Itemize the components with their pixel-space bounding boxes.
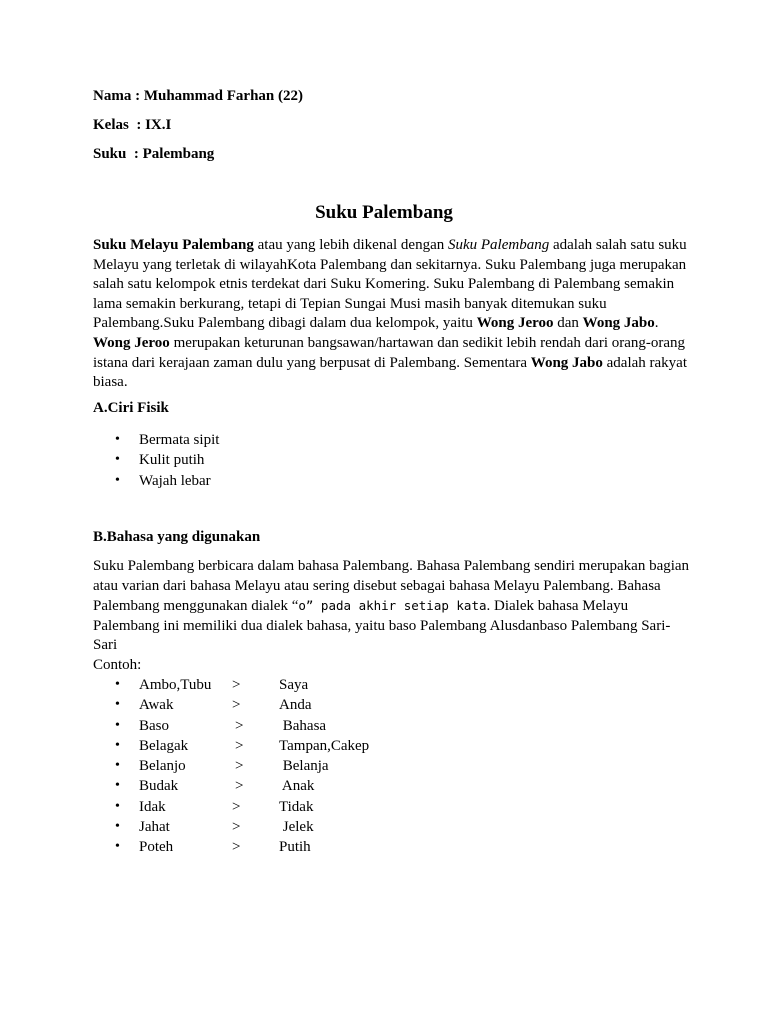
- vocab-word: Ambo,Tubu: [139, 677, 212, 693]
- vocab-meaning: Bahasa: [279, 717, 327, 734]
- intro-bold-5: Wong Jeroo: [476, 315, 554, 332]
- bullet-icon: •: [115, 758, 120, 774]
- language-text-3: . Dialek bahasa Melayu Palembang ini memiliki dua dialek bahasa, yaitu baso Palembang Alusdanbaso Palembang Sari-Sari: [93, 598, 671, 654]
- trait-text: Bermata sipit: [139, 432, 220, 448]
- intro-text-12: adalah rakyat biasa.: [93, 354, 687, 391]
- intro-italic-3: Suku Palembang: [447, 237, 550, 253]
- vocab-meaning: Putih: [279, 839, 311, 856]
- vocab-arrow: >: [232, 677, 241, 693]
- bullet-icon: •: [115, 677, 120, 692]
- vocab-word: Awak: [139, 697, 174, 714]
- vocab-word: Poteh: [139, 839, 174, 856]
- vocab-meaning: Saya: [279, 677, 309, 693]
- section-b-heading: B.Bahasa yang digunakan: [93, 529, 261, 545]
- vocab-word: Belagak: [139, 737, 189, 754]
- section-a-heading: A.Ciri Fisik: [93, 400, 169, 416]
- trait-text: Kulit putih: [139, 452, 205, 469]
- language-paragraph: [93, 557, 693, 676]
- vocab-word: Belanjo: [139, 758, 186, 775]
- vocab-word: Baso: [139, 717, 169, 734]
- intro-bold-11: Wong Jabo: [530, 354, 603, 371]
- vocab-meaning: Anak: [279, 778, 315, 795]
- intro-text-2: atau yang lebih dikenal dengan: [253, 237, 448, 253]
- document-title: Suku Palembang: [315, 202, 453, 223]
- bullet-icon: •: [115, 432, 120, 447]
- vocab-meaning: Anda: [279, 697, 312, 714]
- vocab-meaning: Belanja: [279, 758, 329, 775]
- intro-text-6: dan: [553, 315, 583, 332]
- vocab-meaning: Tampan,Cakep: [279, 737, 370, 754]
- student-name: Nama : Muhammad Farhan (22): [93, 88, 303, 104]
- bullet-icon: •: [115, 697, 120, 713]
- bullet-icon: •: [115, 452, 120, 468]
- language-mono-2: o” pada akhir setiap kata: [298, 598, 487, 614]
- bullet-icon: •: [115, 839, 120, 855]
- contoh-label: Contoh:: [93, 656, 142, 673]
- vocab-word: Budak: [139, 778, 179, 795]
- intro-bold-7: Wong Jabo: [582, 315, 655, 332]
- vocab-word: Idak: [139, 798, 166, 815]
- bullet-icon: •: [115, 737, 120, 753]
- vocab-arrow: >: [232, 697, 241, 714]
- bullet-icon: •: [115, 717, 120, 733]
- language-text-1: Suku Palembang berbicara dalam bahasa Palembang. Bahasa Palembang sendiri merupakan bagian atau varian dari bahasa Melayu atau sering disebut sebagai bahasa Melayu Palembang. Bahasa Palembang menggunakan dialek “: [93, 558, 690, 615]
- vocab-arrow: >: [232, 798, 241, 815]
- vocab-arrow: >: [235, 778, 244, 795]
- intro-text-8: .: [654, 315, 659, 332]
- vocab-word: Jahat: [139, 819, 170, 836]
- vocab-arrow: >: [235, 737, 244, 754]
- vocab-arrow: >: [235, 758, 244, 775]
- intro-bold-1: Suku Melayu Palembang: [93, 237, 254, 253]
- bullet-icon: •: [115, 472, 120, 488]
- vocab-arrow: >: [232, 839, 241, 856]
- student-class: Kelas : IX.I: [93, 117, 172, 133]
- vocab-meaning: Jelek: [279, 819, 314, 836]
- vocab-arrow: >: [232, 819, 241, 836]
- vocab-arrow: >: [235, 717, 244, 734]
- bullet-icon: •: [115, 778, 120, 794]
- intro-bold-9: Wong Jeroo: [93, 334, 170, 351]
- vocab-meaning: Tidak: [279, 798, 314, 815]
- student-tribe: Suku : Palembang: [93, 146, 215, 162]
- bullet-icon: •: [115, 819, 120, 835]
- trait-text: Wajah lebar: [139, 472, 211, 489]
- bullet-icon: •: [115, 798, 120, 814]
- intro-text-4: adalah salah satu suku Melayu yang terletak di wilayahKota Palembang dan sekitarnya. Suku Palembang juga merupakan salah satu kelompok etnis terdekat dari Suku Komering. Suku Palembang di Palembang semakin lama semakin berkurang, tetapi di Tepian Sungai Musi masih banyak ditemukan suku Palembang.Suku Palembang dibagi dalam dua kelompok, yaitu: [93, 237, 687, 332]
- intro-text-10: merupakan keturunan bangsawan/hartawan dan sedikit lebih rendah dari orang-orang istana dari kerajaan zaman dulu yang berpusat di Palembang. Sementara: [93, 334, 686, 371]
- intro-paragraph: [93, 236, 693, 393]
